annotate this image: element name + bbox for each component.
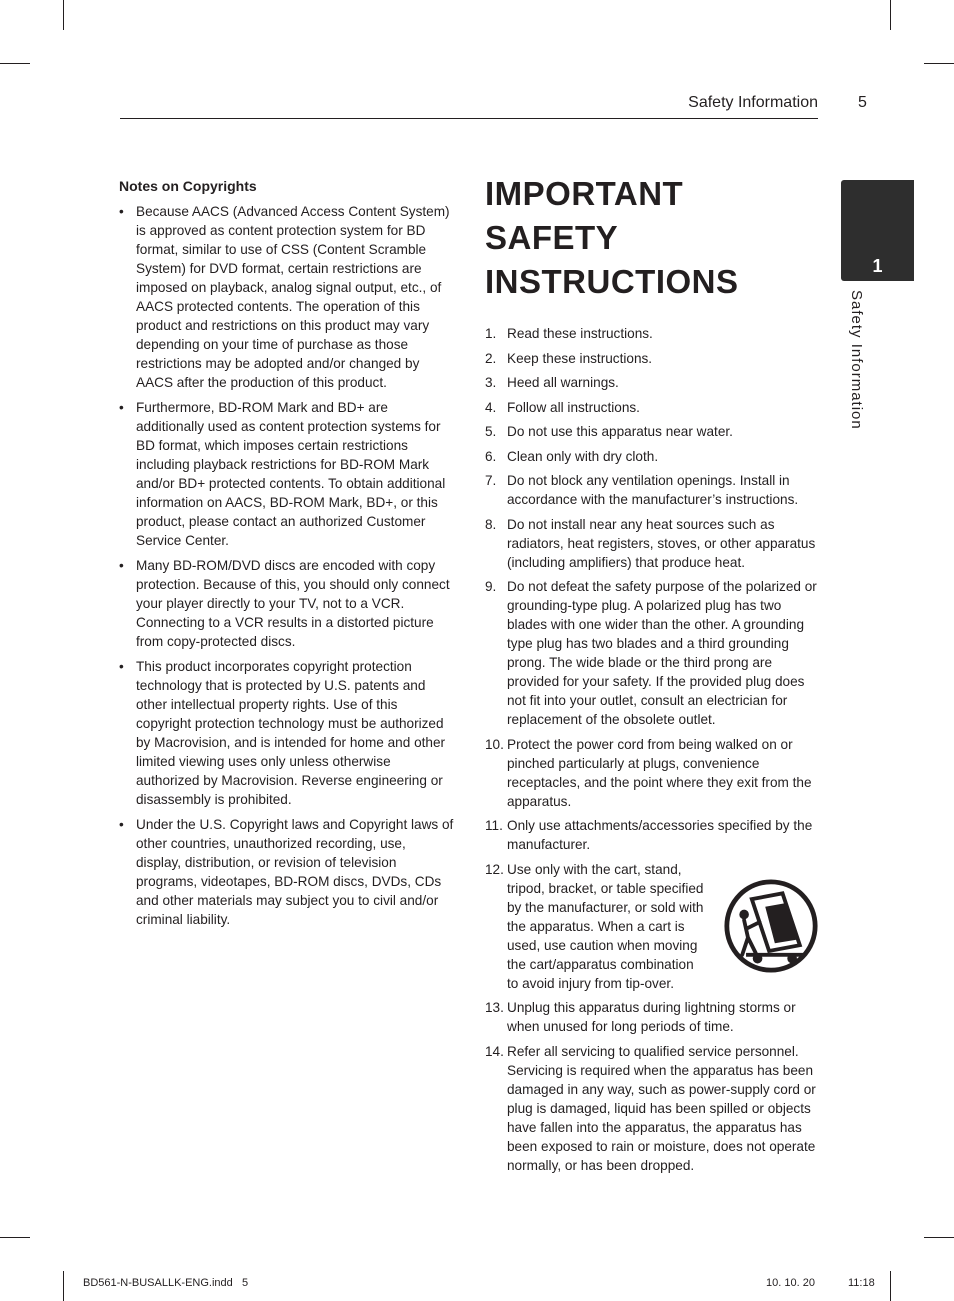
list-item: 6. Clean only with dry cloth. bbox=[485, 448, 659, 464]
crop-mark bbox=[890, 1271, 891, 1301]
list-item: • Under the U.S. Copyright laws and Copyright laws of other countries, unauthorized recording, use, display, distribution, or revision of television programs, videotapes, BD-ROM discs, DVDs, CDs and other materials may subject you to civil and/or criminal liability. bbox=[119, 817, 454, 927]
list-item: 14. Refer all servicing to qualified service personnel. Servicing is required when the apparatus has been damaged in any way, such as power-supply cord or plug is damaged, liquid has been spilled or objects have fallen into the apparatus, the apparatus has been exposed to rain or moisture, does not operate normally, or has been dropped. bbox=[485, 1043, 816, 1173]
crop-mark bbox=[63, 0, 64, 30]
crop-mark bbox=[890, 0, 891, 30]
crop-mark bbox=[63, 1271, 64, 1301]
footer-time: 11:18 bbox=[848, 1277, 875, 1289]
copyright-notes-section bbox=[119, 177, 454, 935]
list-item: • Many BD-ROM/DVD discs are encoded with copy protection. Because of this, you should only connect your player directly to your TV, not to a VCR. Connecting to a VCR results in a distorted picture from copy-protected discs. bbox=[119, 558, 450, 649]
list-item: 9. Do not defeat the safety purpose of the polarized or grounding-type plug. A polarized plug has two blades with one wider than the other. A grounding type plug has two blades and a third grounding prong. The wide blade or the third prong are provided for your safety. If the provided plug does not fit into your outlet, consult an electrician for replacement of the obsolete outlet. bbox=[485, 579, 817, 727]
cart-tip-over-warning-icon bbox=[723, 878, 819, 974]
list-item: 1. Read these instructions. bbox=[485, 326, 653, 341]
section-heading: Notes on Copyrights bbox=[119, 178, 257, 194]
safety-instructions-section bbox=[485, 172, 821, 1180]
bullet-icon: • bbox=[119, 558, 124, 573]
page-title: IMPORTANT SAFETY INSTRUCTIONS bbox=[485, 175, 739, 300]
list-item: • Furthermore, BD-ROM Mark and BD+ are additionally used as content protection systems for BD format, which imposes certain restrictions including playback restrictions for BD-ROM Mark and/or BD+ protected contents. To obtain additional information on AACS, BD-ROM Mark, BD+, or this product, please contact an authorized Customer Service Center. bbox=[119, 400, 446, 548]
list-item: • This product incorporates copyright protection technology that is protected by U.S. patents and other intellectual property rights. Use of this copyright protection technology must be authorized by Macrovision, and is intended for home and other limited viewing uses only unless otherwise authorized by Macrovision. Reverse engineering or disassembly is prohibited. bbox=[119, 659, 446, 807]
header-rule bbox=[120, 118, 818, 119]
running-header-title: Safety Information bbox=[688, 94, 818, 111]
chapter-number: 1 bbox=[872, 256, 883, 276]
bullet-icon: • bbox=[119, 817, 124, 832]
bullet-icon: • bbox=[119, 204, 124, 219]
list-item: 7. Do not block any ventilation openings. Install in accordance with the manufacturer’s instructions. bbox=[485, 473, 799, 507]
crop-mark bbox=[0, 1237, 30, 1238]
list-item: 4. Follow all instructions. bbox=[485, 399, 640, 415]
chapter-tab bbox=[841, 180, 914, 281]
bullet-icon: • bbox=[119, 659, 124, 674]
crop-mark bbox=[924, 1237, 954, 1238]
list-item: 8. Do not install near any heat sources such as radiators, heat registers, stoves, or other apparatus (including amplifiers) that produce heat. bbox=[485, 516, 816, 570]
list-item: 12. Use only with the cart, stand, tripod, bracket, or table specified by the manufacturer, or sold with the apparatus. When a cart is used, use caution when moving the cart/apparatus combination to avoid injury from tip-over. bbox=[485, 860, 821, 993]
copyright-notes-list bbox=[119, 202, 454, 929]
list-item: 10. Protect the power cord from being walked on or pinched particularly at plugs, convenience receptacles, and the point where they exit from the apparatus. bbox=[485, 736, 812, 809]
list-item: 2. Keep these instructions. bbox=[485, 350, 653, 366]
list-item: 13. Unplug this apparatus during lightning storms or when unused for long periods of time. bbox=[485, 1000, 796, 1034]
footer-date: 10. 10. 20 bbox=[766, 1277, 815, 1289]
list-item: 3. Heed all warnings. bbox=[485, 375, 619, 390]
footer-file-name: BD561-N-BUSALLK-ENG.indd 5 bbox=[83, 1277, 249, 1289]
crop-mark bbox=[924, 63, 954, 64]
bullet-icon: • bbox=[119, 400, 124, 415]
safety-instructions-list bbox=[485, 324, 821, 1175]
crop-mark bbox=[0, 63, 30, 64]
chapter-side-label: Safety Information bbox=[848, 290, 865, 430]
list-item: 11. Only use attachments/accessories specified by the manufacturer. bbox=[485, 818, 813, 852]
list-item: 5. Do not use this apparatus near water. bbox=[485, 424, 733, 439]
page-number: 5 bbox=[858, 94, 867, 111]
list-item: • Because AACS (Advanced Access Content System) is approved as content protection system for BD format, similar to use of CSS (Content Scramble System) for DVD format, certain restrictions are imposed on playback, analog signal output, etc., of AACS protected contents. The operation of this product and restrictions on this product may vary depending on your time of purchase as those restrictions may be adopted and/or changed by AACS after the production of this product. bbox=[119, 204, 450, 390]
